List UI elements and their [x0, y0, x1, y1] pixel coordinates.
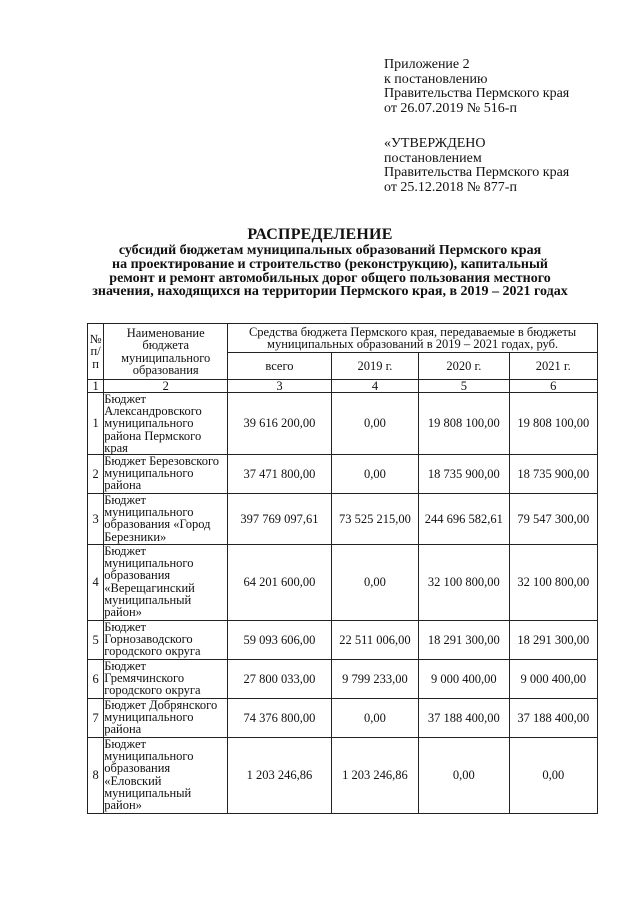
column-index: 5: [419, 380, 509, 393]
appendix-line: Правительства Пермского края: [384, 86, 570, 101]
approval-line: постановлением: [384, 150, 482, 166]
row-number: 7: [88, 699, 104, 738]
amount-2019: 0,00: [331, 545, 418, 621]
subtitle-line: значения, находящихся на территории Пермского края, в 2019 – 2021 годах: [92, 284, 568, 300]
table-row: [88, 455, 598, 494]
budget-name: Бюджет муниципального образования «Еловский муниципальный район»: [104, 738, 228, 814]
header-number: № п/п: [88, 324, 104, 380]
amount-total: 27 800 033,00: [228, 660, 332, 699]
amount-2019: 0,00: [331, 455, 418, 494]
amount-total: 74 376 800,00: [228, 699, 332, 738]
column-index: 2: [104, 380, 228, 393]
budget-name: Бюджет Гремячинского городского округа: [104, 660, 228, 699]
column-index: 1: [88, 380, 104, 393]
budget-name: Бюджет муниципального образования «Верещагинский муниципальный район»: [104, 545, 228, 621]
approval-note: [384, 137, 569, 195]
table-row: [88, 393, 598, 455]
appendix-note: [384, 58, 569, 116]
table-row: [88, 494, 598, 545]
header-total: всего: [228, 353, 332, 380]
budget-name: Бюджет Горнозаводского городского округа: [104, 621, 228, 660]
approval-line: от 25.12.2018 № 877-п: [384, 179, 517, 195]
header-year-2020: 2020 г.: [419, 353, 509, 380]
approval-line: «УТВЕРЖДЕНО: [384, 136, 486, 151]
amount-total: 1 203 246,86: [228, 738, 332, 814]
amount-2020: 32 100 800,00: [419, 545, 509, 621]
header-year-2019: 2019 г.: [331, 353, 418, 380]
amount-2019: 22 511 006,00: [331, 621, 418, 660]
table-row: [88, 738, 598, 814]
amount-2021: 79 547 300,00: [509, 494, 597, 545]
row-number: 2: [88, 455, 104, 494]
budget-name: Бюджет муниципального образования «Город Березники»: [104, 494, 228, 545]
amount-total: 37 471 800,00: [228, 455, 332, 494]
amount-2021: 9 000 400,00: [509, 660, 597, 699]
amount-2021: 19 808 100,00: [509, 393, 597, 455]
row-number: 3: [88, 494, 104, 545]
distribution-table: [87, 323, 598, 814]
amount-2020: 0,00: [419, 738, 509, 814]
table-row: [88, 699, 598, 738]
subtitle-line: на проектирование и строительство (реконструкцию), капитальный: [112, 256, 548, 272]
header-year-2021: 2021 г.: [509, 353, 597, 380]
appendix-line: от 26.07.2019 № 516-п: [384, 100, 517, 116]
amount-2021: 0,00: [509, 738, 597, 814]
amount-2021: 37 188 400,00: [509, 699, 597, 738]
table-row: [88, 545, 598, 621]
amount-2021: 18 735 900,00: [509, 455, 597, 494]
budget-name: Бюджет Добрянского муниципального района: [104, 699, 228, 738]
amount-2021: 18 291 300,00: [509, 621, 597, 660]
amount-2020: 18 735 900,00: [419, 455, 509, 494]
amount-total: 64 201 600,00: [228, 545, 332, 621]
appendix-line: Приложение 2: [384, 57, 470, 72]
row-number: 6: [88, 660, 104, 699]
amount-2020: 18 291 300,00: [419, 621, 509, 660]
amount-total: 397 769 097,61: [228, 494, 332, 545]
table-row: [88, 660, 598, 699]
budget-name: Бюджет Александровского муниципального района Пермского края: [104, 393, 228, 455]
amount-2019: 1 203 246,86: [331, 738, 418, 814]
column-index-row: [88, 380, 598, 393]
row-number: 1: [88, 393, 104, 455]
appendix-line: к постановлению: [384, 71, 488, 87]
column-index: 3: [228, 380, 332, 393]
amount-2019: 73 525 215,00: [331, 494, 418, 545]
column-index: 6: [509, 380, 597, 393]
row-number: 8: [88, 738, 104, 814]
amount-2019: 0,00: [331, 393, 418, 455]
amount-total: 39 616 200,00: [228, 393, 332, 455]
header-funds: Средства бюджета Пермского края, передаваемые в бюджеты муниципальных образований в 2019 – 2021 годах, руб.: [228, 324, 598, 353]
amount-2021: 32 100 800,00: [509, 545, 597, 621]
row-number: 4: [88, 545, 104, 621]
document-subtitle: [70, 244, 590, 299]
subtitle-line: субсидий бюджетам муниципальных образований Пермского края: [118, 243, 542, 258]
row-number: 5: [88, 621, 104, 660]
budget-name: Бюджет Березовского муниципального района: [104, 455, 228, 494]
amount-2020: 37 188 400,00: [419, 699, 509, 738]
header-budget-name: Наименование бюджета муниципального образования: [104, 324, 228, 380]
amount-2020: 19 808 100,00: [419, 393, 509, 455]
approval-line: Правительства Пермского края: [384, 165, 570, 180]
document-title: РАСПРЕДЕЛЕНИЕ: [247, 226, 393, 243]
amount-total: 59 093 606,00: [228, 621, 332, 660]
amount-2020: 244 696 582,61: [419, 494, 509, 545]
subtitle-line: ремонт и ремонт автомобильных дорог общего пользования местного: [109, 270, 551, 286]
amount-2019: 9 799 233,00: [331, 660, 418, 699]
amount-2020: 9 000 400,00: [419, 660, 509, 699]
amount-2019: 0,00: [331, 699, 418, 738]
table-row: [88, 621, 598, 660]
column-index: 4: [331, 380, 418, 393]
